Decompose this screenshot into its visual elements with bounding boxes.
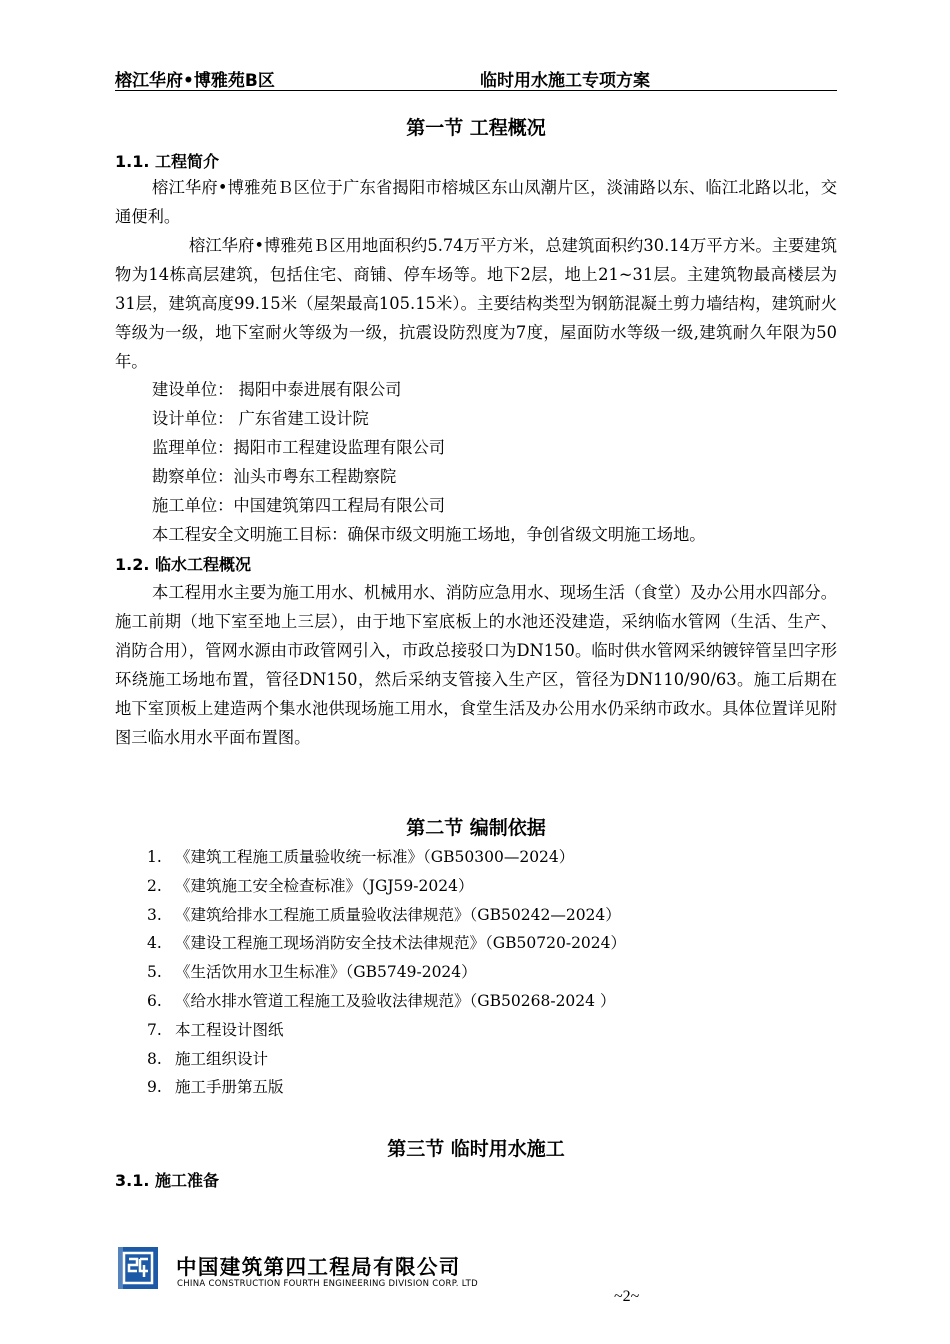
page-header bbox=[115, 64, 837, 91]
subsection-1-1-heading: 1.1. 工程简介 bbox=[115, 152, 219, 171]
unit-owner: 建设单位： 揭阳中泰进展有限公司 bbox=[152, 380, 402, 399]
section-2-title: 第二节 编制依据 bbox=[406, 817, 546, 839]
paragraph-water-overview: 本工程用水主要为施工用水、机械用水、消防应急用水、现场生活（食堂）及办公用水四部分。施工前期（地下室至地上三层），由于地下室底板上的水池还没建造，采纳临水管网（生活、生产、消防合用），管网水源由市政管网引入，市政总接驳口为DN150。临时供水管网采纳镀锌管呈凹字形环绕施工场地布置，管径DN150，然后采纳支管接入生产区，管径为DN110/90/63。施工后期在地下室顶板上建造两个集水池供现场施工用水，食堂生活及办公用水仍采纳市政水。具体位置详见附图三临水用水平面布置图。 bbox=[115, 583, 837, 747]
footer-company-name-en: CHINA CONSTRUCTION FOURTH ENGINEERING DIVISION CORP. LTD bbox=[177, 1279, 479, 1289]
unit-supervisor: 监理单位：揭阳市工程建设监理有限公司 bbox=[152, 438, 446, 457]
subsection-1-2-heading: 1.2. 临水工程概况 bbox=[115, 555, 251, 574]
list-item: 1. 《建筑工程施工质量验收统一标准》（GB50300—2024） bbox=[147, 848, 575, 866]
list-item: 6. 《给水排水管道工程施工及验收法律规范》（GB50268-2024 ） bbox=[147, 991, 616, 1010]
footer-company-name-cn: 中国建筑第四工程局有限公司 bbox=[176, 1255, 461, 1279]
reference-list bbox=[147, 843, 626, 1102]
safety-goal: 本工程安全文明施工目标：确保市级文明施工场地，争创省级文明施工场地。 bbox=[152, 525, 706, 544]
paragraph-overview: 榕江华府•博雅苑Ｂ区用地面积约5.74万平方米，总建筑面积约30.14万平方米。主要建筑物为14栋高层建筑，包括住宅、商铺、停车场等。地下2层，地上21~31层。主建筑物最高楼层为31层，建筑高度99.15米（屋架最高105.15米）。主要结构类型为钢筋混凝土剪力墙结构，建筑耐火等级为一级，地下室耐火等级为一级，抗震设防烈度为7度，屋面防水等级一级,建筑耐久年限为50年。 bbox=[115, 236, 837, 371]
subsection-3-1-heading: 3.1. 施工准备 bbox=[115, 1171, 219, 1190]
list-item: 3. 《建筑给排水工程施工质量验收法律规范》（GB50242—2024） bbox=[147, 905, 621, 924]
section-1-title: 第一节 工程概况 bbox=[406, 117, 546, 139]
list-item: 9. 施工手册第五版 bbox=[147, 1078, 284, 1097]
unit-contractor: 施工单位：中国建筑第四工程局有限公司 bbox=[152, 496, 446, 515]
cscec-logo-icon bbox=[118, 1247, 158, 1289]
list-item: 8. 施工组织设计 bbox=[147, 1049, 269, 1068]
list-item: 2. 《建筑施工安全检查标准》（JGJ59-2024） bbox=[147, 876, 474, 895]
list-item: 7. 本工程设计图纸 bbox=[147, 1020, 284, 1039]
list-item: 5. 《生活饮用水卫生标准》（GB5749-2024） bbox=[147, 963, 477, 982]
unit-surveyor: 勘察单位：汕头市粤东工程勘察院 bbox=[152, 467, 397, 486]
list-item: 4. 《建设工程施工现场消防安全技术法律规范》（GB50720-2024） bbox=[147, 934, 627, 953]
section-3-title: 第三节 临时用水施工 bbox=[387, 1138, 565, 1160]
unit-designer: 设计单位： 广东省建工设计院 bbox=[152, 409, 369, 428]
header-document-title: 临时用水施工专项方案 bbox=[480, 71, 650, 91]
page-number: ~2~ bbox=[614, 1288, 640, 1305]
paragraph-location: 榕江华府•博雅苑Ｂ区位于广东省揭阳市榕城区东山凤潮片区，淡浦路以东、临江北路以北，交通便利。 bbox=[115, 178, 837, 226]
header-project-name: 榕江华府•博雅苑B区 bbox=[115, 71, 275, 91]
